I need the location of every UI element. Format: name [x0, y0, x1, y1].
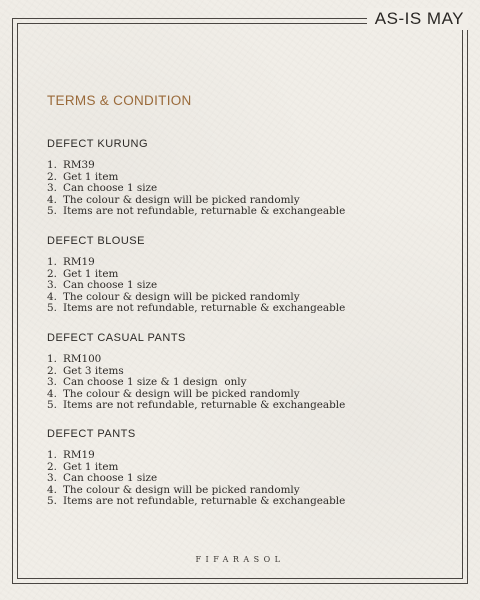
list-item: 3. Can choose 1 size & 1 design only: [47, 376, 247, 389]
brand-logo: AS-IS MAY: [367, 8, 468, 30]
section-heading: DEFECT BLOUSE: [47, 235, 145, 247]
section-heading: DEFECT KURUNG: [47, 138, 149, 150]
section-heading: DEFECT PANTS: [47, 428, 136, 440]
footer-brand: FIFARASOL: [195, 555, 285, 564]
list-item: 2. Get 1 item: [47, 460, 119, 473]
list-item: 4. The colour & design will be picked randomly: [47, 290, 300, 303]
terms-list: [47, 257, 457, 315]
list-item: 1. RM19: [47, 449, 95, 461]
section-defect-blouse: [47, 234, 457, 315]
list-item: 2. Get 1 item: [47, 267, 119, 280]
list-item: 4. The colour & design will be picked randomly: [47, 387, 300, 400]
list-item: 2. Get 3 items: [47, 364, 124, 377]
terms-list: [47, 160, 457, 218]
list-item: 5. Items are not refundable, returnable & exchangeable: [47, 302, 346, 315]
list-item: 5. Items are not refundable, returnable & exchangeable: [47, 495, 346, 508]
terms-list: [47, 450, 457, 508]
section-defect-pants: [47, 427, 457, 508]
list-item: 4. The colour & design will be picked randomly: [47, 483, 300, 496]
page-title: TERMS & CONDITION: [47, 93, 192, 108]
list-item: 2. Get 1 item: [47, 170, 119, 183]
list-item: 5. Items are not refundable, returnable & exchangeable: [47, 205, 346, 218]
list-item: 3. Can choose 1 size: [47, 472, 158, 485]
list-item: 3. Can choose 1 size: [47, 279, 158, 292]
list-item: 3. Can choose 1 size: [47, 182, 158, 195]
list-item: 4. The colour & design will be picked randomly: [47, 193, 300, 206]
terms-list: [47, 354, 457, 412]
section-heading: DEFECT CASUAL PANTS: [47, 332, 186, 344]
section-defect-casual-pants: [47, 331, 457, 412]
list-item: 1. RM100: [47, 353, 102, 365]
list-item: 1. RM19: [47, 256, 95, 268]
list-item: 1. RM39: [47, 159, 95, 171]
section-defect-kurung: [47, 137, 457, 218]
list-item: 5. Items are not refundable, returnable & exchangeable: [47, 399, 346, 412]
